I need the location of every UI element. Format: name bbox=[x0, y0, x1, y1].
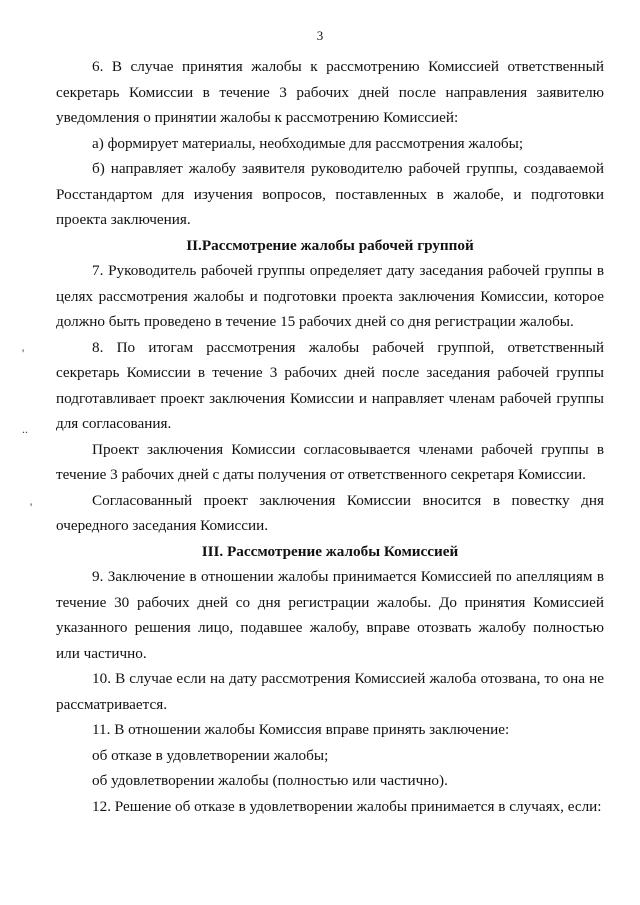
paragraph-6a: а) формирует материалы, необходимые для рассмотрения жалобы; bbox=[92, 134, 524, 152]
paragraph-11-refusal: об отказе в удовлетворении жалобы; bbox=[92, 746, 329, 764]
paragraph-12: 12. Решение об отказе в удовлетворении жалобы принимается в случаях, если: bbox=[92, 797, 602, 815]
paragraph-8: 8. По итогам рассмотрения жалобы рабочей группой, ответственный секретарь Комиссии в течение 3 рабочих дней после заседания рабочей группы подготавливает проект заключения Комиссии и направляет членам рабочей группы для согласования. bbox=[56, 338, 604, 432]
paragraph-8-approval: Проект заключения Комиссии согласовывается членами рабочей группы в течение 3 рабочих дней с даты получения от ответственного секретаря Комиссии. bbox=[56, 440, 604, 483]
page-number: 3 bbox=[316, 28, 324, 43]
section-heading-ii: II.Рассмотрение жалобы рабочей группой bbox=[186, 236, 474, 254]
margin-mark: ' bbox=[22, 346, 25, 360]
paragraph-9: 9. Заключение в отношении жалобы принимается Комиссией по апелляциям в течение 30 рабочих дней со дня регистрации жалобы. До принятия Комиссией указанного решения лицо, подавшее жалобу, вправе отозвать жалобу полностью или частично. bbox=[56, 568, 604, 662]
paragraph-6: 6. В случае принятия жалобы к рассмотрению Комиссией ответственный секретарь Комиссии в течение 3 рабочих дней после направления заявителю уведомления о принятии жалобы к рассмотрению Комиссией: bbox=[56, 58, 604, 126]
paragraph-6b: б) направляет жалобу заявителя руководителю рабочей группы, создаваемой Росстандартом для изучения вопросов, поставленных в жалобе, и подготовки проекта заключения. bbox=[56, 160, 604, 228]
paragraph-7: 7. Руководитель рабочей группы определяет дату заседания рабочей группы в целях рассмотрения жалобы и подготовки проекта заключения Комиссии, которое должно быть проведено в течение 15 рабочих дней со дня регистрации жалобы. bbox=[56, 262, 604, 330]
paragraph-11-satisfaction: об удовлетворении жалобы (полностью или частично). bbox=[92, 772, 448, 789]
margin-mark: .. bbox=[22, 422, 28, 436]
paragraph-11: 11. В отношении жалобы Комиссия вправе принять заключение: bbox=[92, 721, 510, 738]
paragraph-8-agenda: Согласованный проект заключения Комиссии вносится в повестку дня очередного заседания Комиссии. bbox=[56, 491, 604, 534]
margin-mark: ' bbox=[30, 500, 33, 514]
document-body bbox=[56, 54, 604, 819]
section-heading-iii: III. Рассмотрение жалобы Комиссией bbox=[201, 542, 459, 560]
paragraph-10: 10. В случае если на дату рассмотрения Комиссией жалоба отозвана, то она не рассматривается. bbox=[56, 670, 604, 713]
